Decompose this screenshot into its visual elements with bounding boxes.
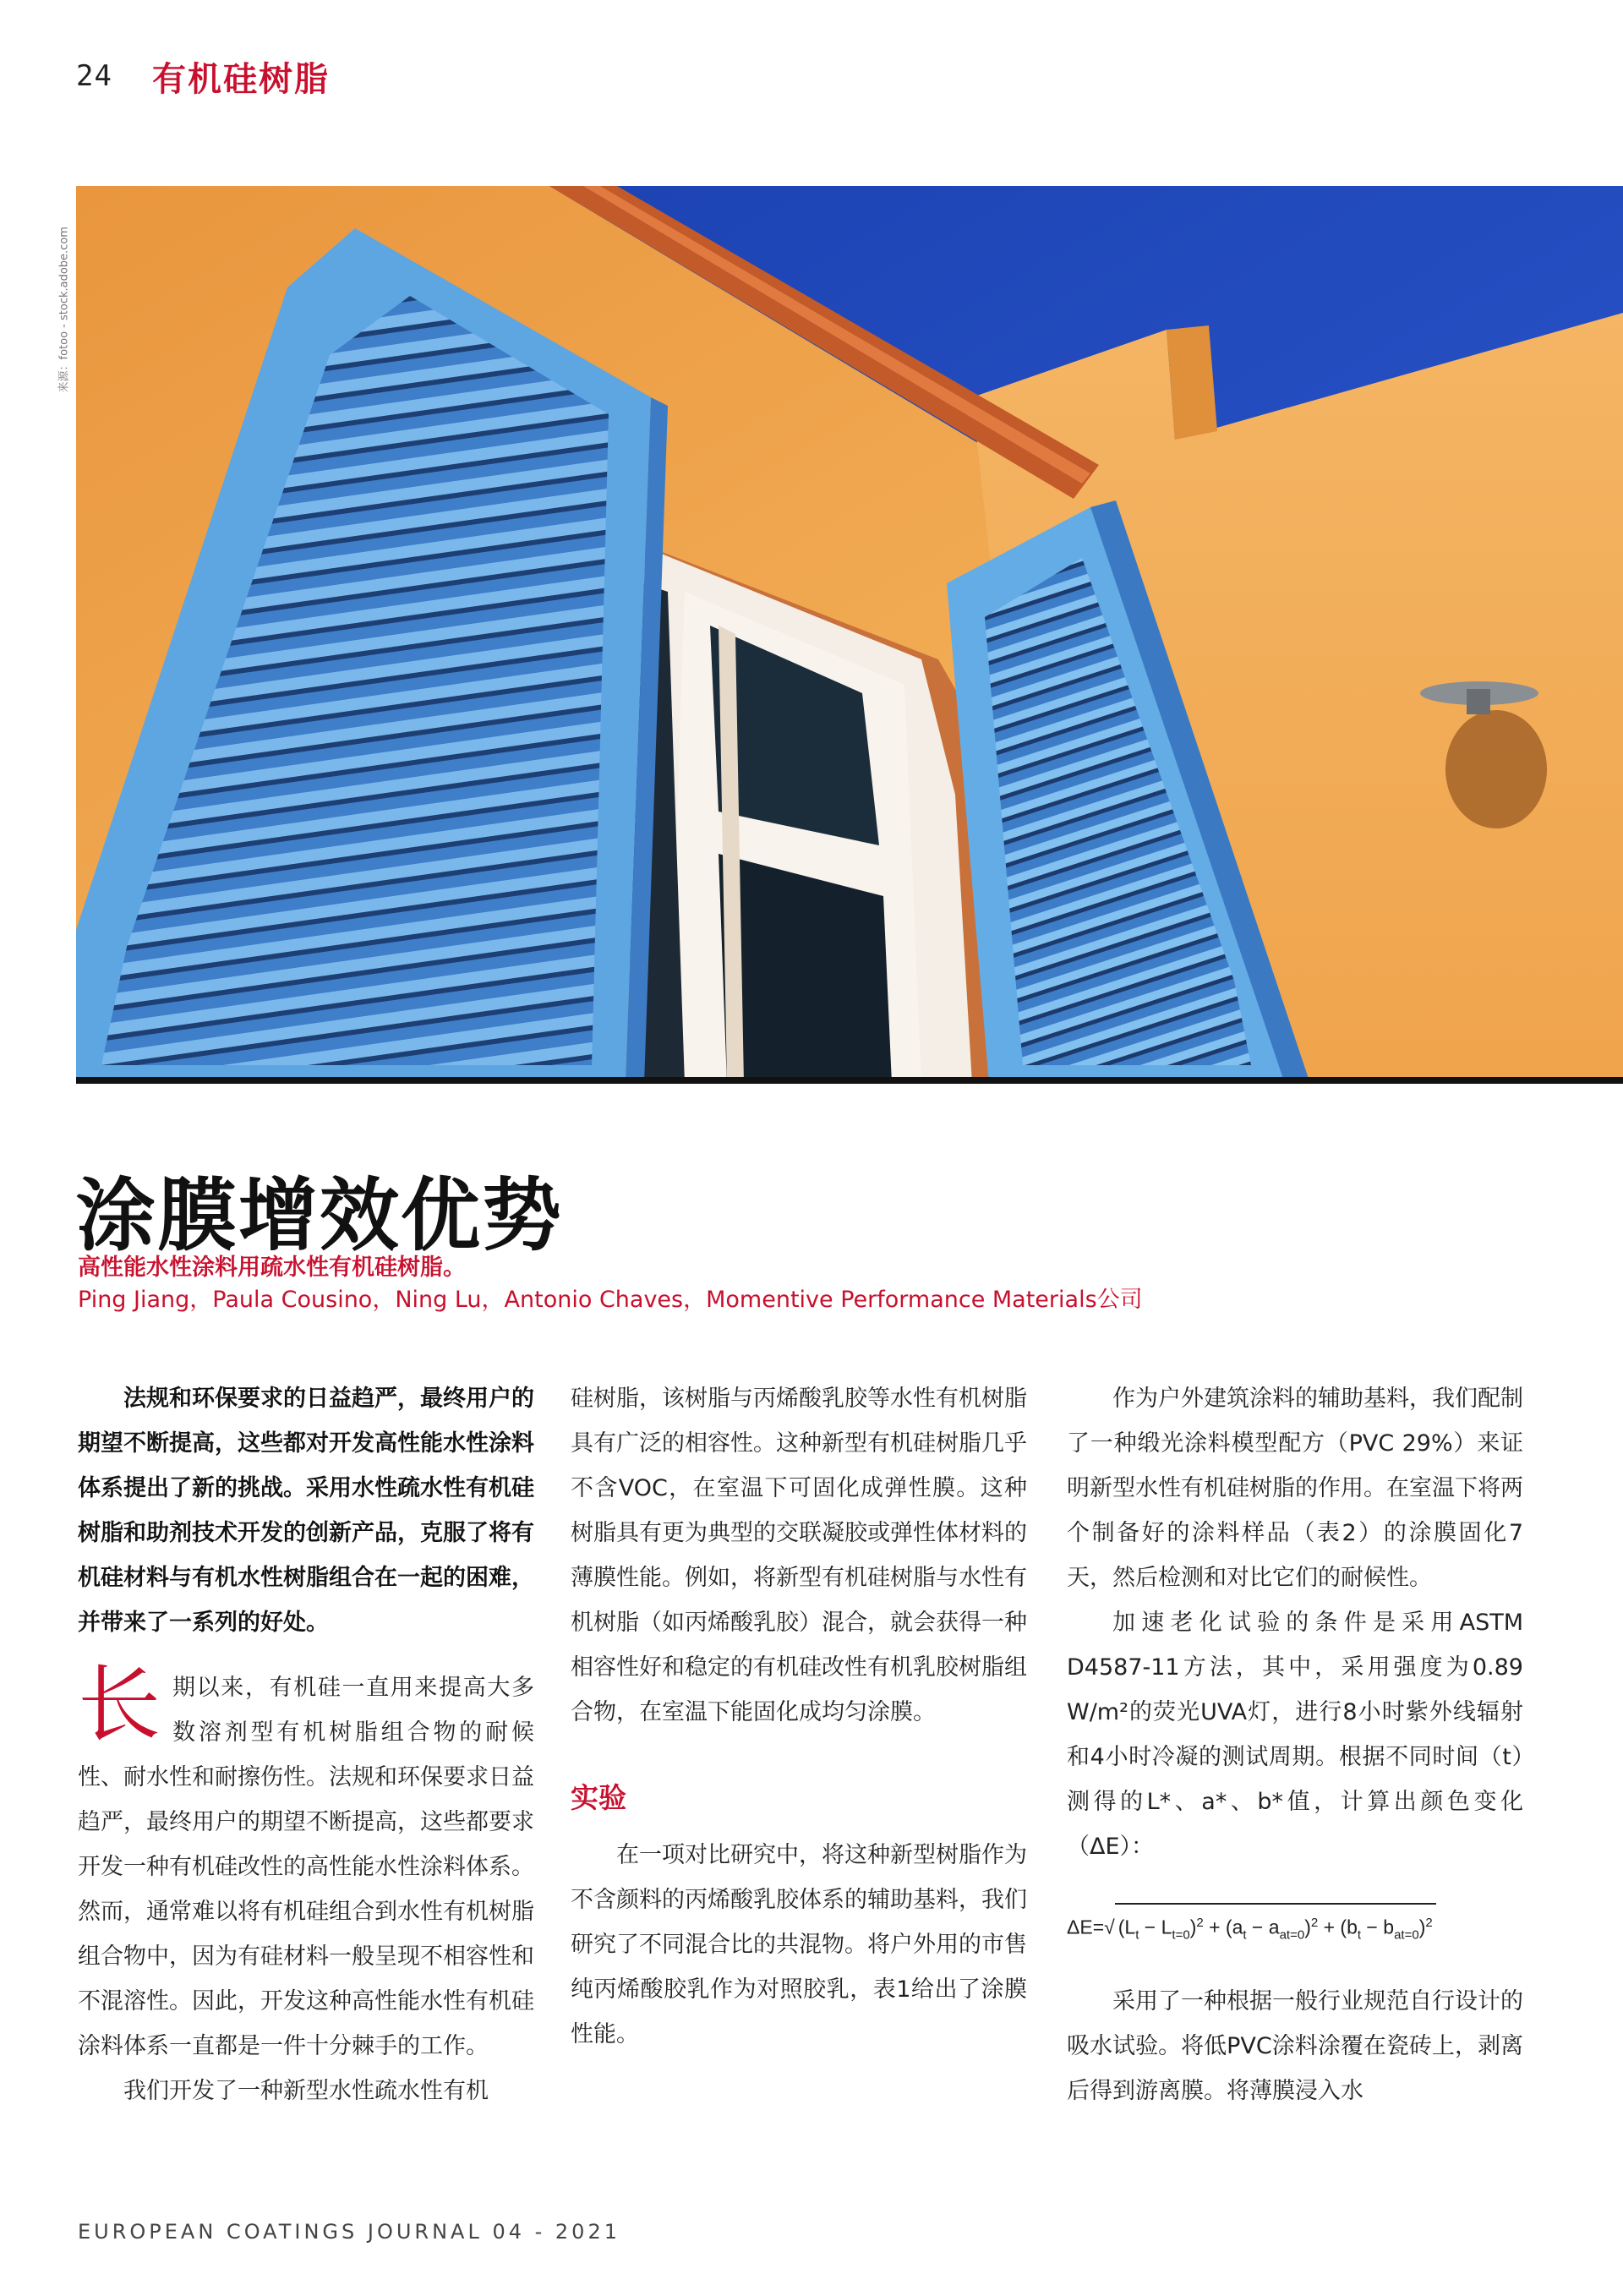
photo-credit bbox=[54, 190, 71, 393]
body-text: 期以来，有机硅一直用来提高大多数溶剂型有机树脂组合物的耐候性、耐水性和耐擦伤性。法规和环保要求日益趋严，最终用户的期望不断提高，这些都要求开发一种有机硅改性的高性能水性涂料体系。然而，通常难以将有机硅组合到水性有机树脂组合物中，因为有硅材料一般呈现不相容性和不混溶性。因此，开发这种高性能水性有机硅涂料体系一直都是一件十分棘手的工作。 bbox=[78, 1675, 534, 2059]
article-lead: 法规和环保要求的日益趋严，最终用户的期望不断提高，这些都对开发高性能水性涂料体系提出了新的挑战。采用水性疏水性有机硅树脂和助剂技术开发的创新产品，克服了将有机硅材料与有机水性树脂组合在一起的困难，并带来了一系列的好处。 bbox=[78, 1386, 534, 1636]
formula-term: (L bbox=[1118, 1916, 1136, 1938]
delta-e-formula bbox=[1067, 1903, 1523, 1954]
section-title: 有机硅树脂 bbox=[152, 60, 330, 99]
formula-term: − b bbox=[1361, 1916, 1395, 1938]
column-1 bbox=[78, 1376, 534, 2113]
hero-photo bbox=[76, 186, 1623, 1084]
section-heading: 实验 bbox=[571, 1781, 626, 1814]
formula-sup: 2 bbox=[1425, 1916, 1433, 1930]
formula-term: + (a bbox=[1203, 1916, 1243, 1938]
formula-radicand: $(L_t - L_{t=0})^2 + (a_t - a_{at=0})^2 + (b_t - b_{at=0})^2$ bbox=[1115, 1903, 1436, 1954]
formula-term: − L bbox=[1139, 1916, 1172, 1938]
sqrt-icon: √ bbox=[1104, 1916, 1115, 1938]
formula-sup: 2 bbox=[1196, 1916, 1204, 1930]
hero-photo-illustration bbox=[76, 186, 1623, 1084]
column-2 bbox=[571, 1376, 1027, 2057]
body-paragraph: 采用了一种根据一般行业规范自行设计的吸水试验。将低PVC涂料涂覆在瓷砖上，剥离后得到游离膜。将薄膜浸入水 bbox=[1067, 1988, 1523, 2105]
body-paragraph bbox=[78, 1657, 534, 2069]
column-3 bbox=[1067, 1376, 1523, 2113]
formula-sub: at=0 bbox=[1394, 1927, 1419, 1943]
article-authors: Ping Jiang，Paula Cousino，Ning Lu，Antonio Chaves，Momentive Performance Materials公司 bbox=[78, 1287, 1143, 1313]
body-paragraph: 我们开发了一种新型水性疏水性有机 bbox=[123, 2078, 489, 2104]
drop-cap: 长 bbox=[78, 1657, 161, 1753]
formula-term: − a bbox=[1246, 1916, 1280, 1938]
formula-sub: t bbox=[1357, 1927, 1362, 1943]
formula-sub: t bbox=[1135, 1927, 1139, 1943]
body-paragraph: 在一项对比研究中，将这种新型树脂作为不含颜料的丙烯酸乳胶体系的辅助基料，我们研究了不同混合比的共混物。将户外用的市售纯丙烯酸胶乳作为对照胶乳，表1给出了涂膜性能。 bbox=[571, 1842, 1027, 2047]
body-paragraph: 加速老化试验的条件是采用ASTM D4587-11方法，其中，采用强度为0.89 W/m²的荧光UVA灯，进行8小时紫外线辐射和4小时冷凝的测试周期。根据不同时间（t）测得的L*、a*、b*值，计算出颜色变化（ΔE）： bbox=[1067, 1610, 1523, 1860]
page-number: 24 bbox=[76, 59, 112, 93]
formula-sup: 2 bbox=[1310, 1916, 1319, 1930]
footer-journal: EUROPEAN COATINGS JOURNAL 04 - 2021 bbox=[78, 2220, 620, 2244]
formula-lhs: ΔE= bbox=[1067, 1916, 1105, 1938]
article-subtitle: 高性能水性涂料用疏水性有机硅树脂。 bbox=[78, 1255, 466, 1281]
body-paragraph: 作为户外建筑涂料的辅助基料，我们配制了一种缎光涂料模型配方（PVC 29%）来证明新型水性有机硅树脂的作用。在室温下将两个制备好的涂料样品（表2）的涂膜固化7天，然后检测和对比它们的耐候性。 bbox=[1067, 1386, 1523, 1591]
article-title: 涂膜增效优势 bbox=[76, 1170, 564, 1262]
formula-sub: at=0 bbox=[1279, 1927, 1305, 1943]
formula-sub: t=0 bbox=[1172, 1927, 1190, 1943]
formula-term: + (b bbox=[1318, 1916, 1358, 1938]
body-paragraph: 硅树脂，该树脂与丙烯酸乳胶等水性有机树脂具有广泛的相容性。这种新型有机硅树脂几乎不含VOC，在室温下可固化成弹性膜。这种树脂具有更为典型的交联凝胶或弹性体材料的薄膜性能。例如，将新型有机硅树脂与水性有机树脂（如丙烯酸乳胶）混合，就会获得一种相容性好和稳定的有机硅改性有机乳胶树脂组合物，在室温下能固化成均匀涂膜。 bbox=[571, 1386, 1027, 1725]
formula-sub: t bbox=[1243, 1927, 1247, 1943]
photo-credit-text: 来源：fotoo - stock.adobe.com bbox=[57, 227, 71, 393]
